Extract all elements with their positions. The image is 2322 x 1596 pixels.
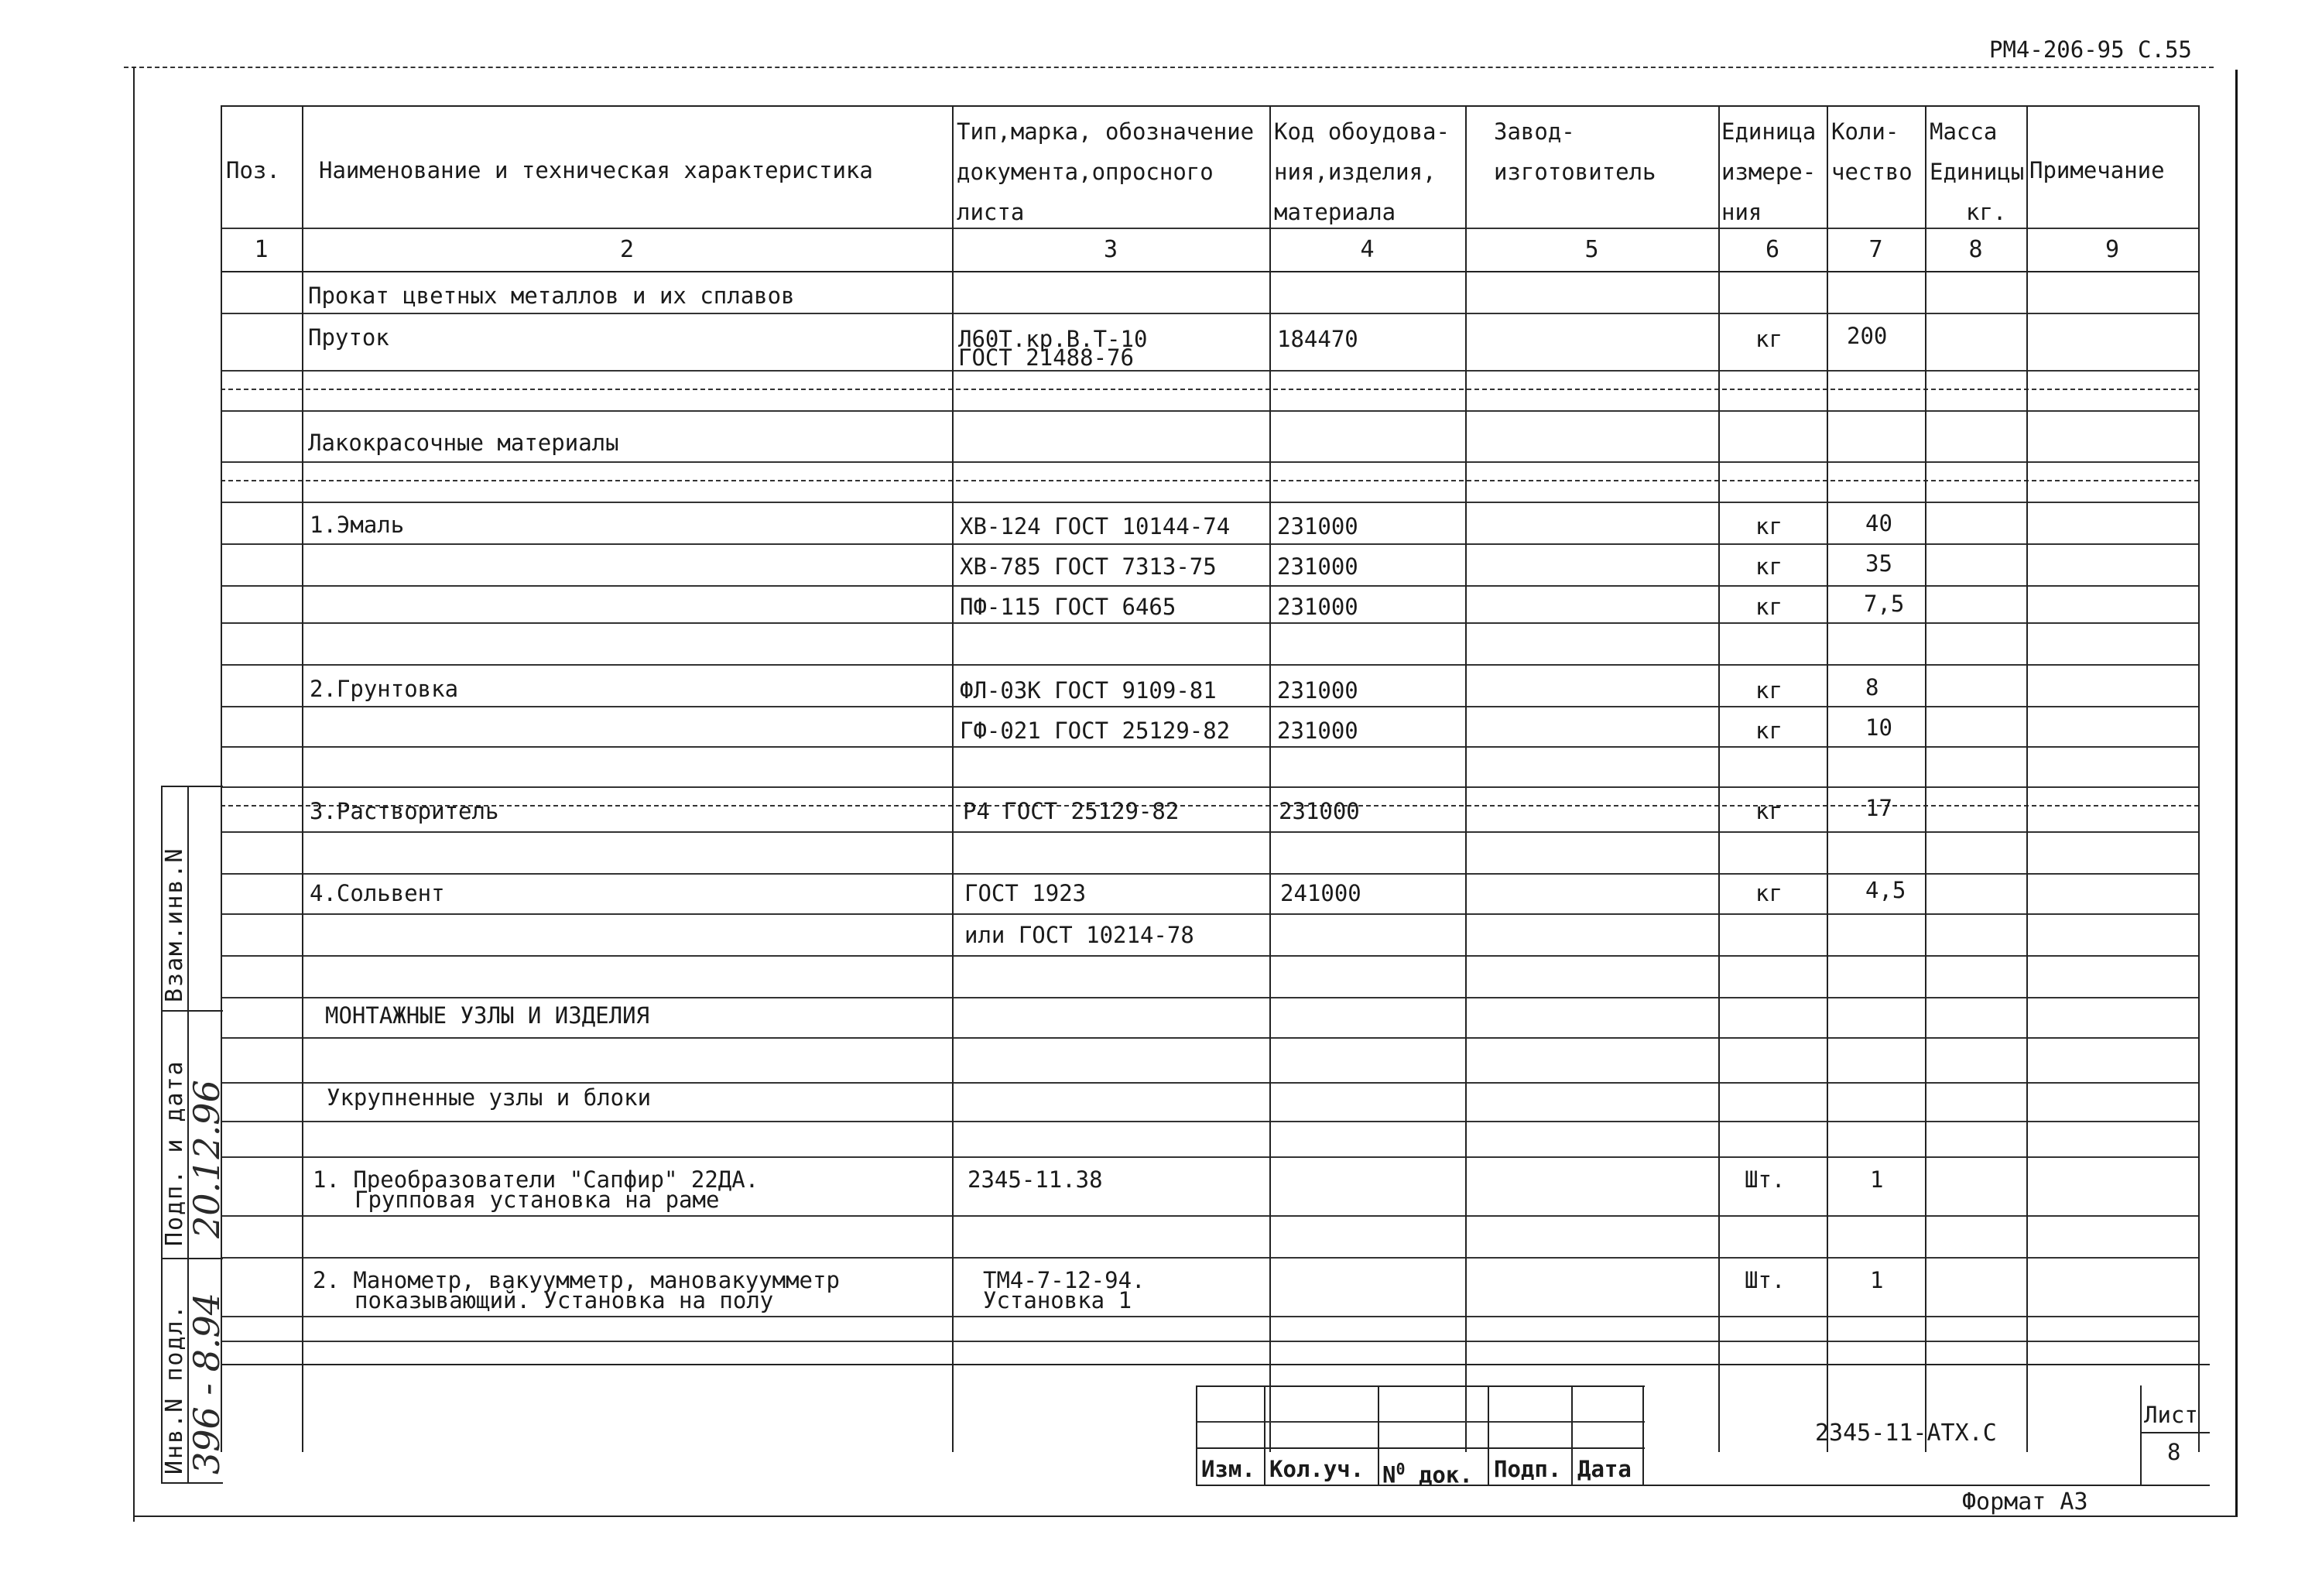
- row-7-unit: кг: [1755, 677, 1783, 704]
- header-pos: Поз.: [226, 157, 280, 183]
- row-15-name: 2. Манометр, вакуумметр, мановакуумметр: [313, 1267, 840, 1293]
- header-code-2: ния,изделия,: [1274, 159, 1437, 185]
- row-10-unit: кг: [1755, 880, 1783, 906]
- row-9-name: 3.Растворитель: [310, 798, 499, 824]
- titleblock-sheet-sep: [2140, 1432, 2210, 1433]
- row-8-unit: кг: [1755, 718, 1783, 744]
- row-10-qty: 4,5: [1865, 877, 1906, 903]
- row-5-type: ХВ-785 ГОСТ 7313-75: [960, 553, 1217, 580]
- col-line-1: [302, 105, 303, 1452]
- colnum-4: 4: [1360, 236, 1375, 263]
- row-15-type: ТМ4-7-12-94.: [983, 1267, 1146, 1293]
- top-frame-line: [124, 67, 2214, 68]
- row-10-type: ГОСТ 1923: [964, 880, 1087, 906]
- row-separator: [221, 1082, 2199, 1084]
- row-separator: [221, 1037, 2199, 1039]
- row-15-qty: 1: [1870, 1267, 1884, 1293]
- row-8-code: 231000: [1277, 718, 1358, 744]
- colnum-2: 2: [619, 236, 635, 263]
- side-stamp-sep-3: [161, 1258, 223, 1259]
- format-label: Формат А3: [1962, 1488, 2088, 1516]
- titleblock-top: [1196, 1385, 1645, 1387]
- side-stamp-inv-podl: Инв.N подл.: [161, 1303, 188, 1474]
- row-13-name: Укрупненные узлы и блоки: [327, 1084, 652, 1111]
- row-separator-dashed: [221, 480, 2199, 481]
- row-separator: [221, 1341, 2199, 1342]
- titleblock-v-6: [2140, 1385, 2142, 1485]
- row-2-unit: кг: [1755, 326, 1783, 352]
- side-stamp-sep-1: [161, 786, 223, 787]
- header-mass-1: Масса: [1930, 118, 1998, 145]
- row-14-unit: Шт.: [1745, 1166, 1786, 1193]
- page-reference: РМ4-206-95 С.55: [1989, 36, 2192, 63]
- row-8-type: ГФ-021 ГОСТ 25129-82: [960, 718, 1231, 744]
- header-qty-2: чество: [1831, 159, 1913, 185]
- row-separator: [221, 997, 2199, 998]
- header-unit-2: измере-: [1721, 159, 1817, 185]
- header-sep-line: [221, 228, 2199, 229]
- col-line-4: [1465, 105, 1467, 1452]
- row-separator: [221, 585, 2199, 587]
- row-separator: [221, 1257, 2199, 1259]
- row-4-unit: кг: [1755, 513, 1783, 539]
- side-stamp-podp-data: Подп. и дата: [161, 1060, 188, 1246]
- row-separator: [221, 1121, 2199, 1122]
- row-2-qty: 200: [1847, 323, 1888, 349]
- col-line-9: [2198, 105, 2200, 1452]
- side-stamp-sep-2: [161, 1010, 223, 1012]
- titleblock-v-0: [1196, 1385, 1197, 1485]
- header-name: Наименование и техническая характеристика: [319, 157, 873, 183]
- colnum-5: 5: [1584, 236, 1599, 263]
- header-note: Примечание: [2029, 157, 2165, 183]
- titleblock-row-2: [1196, 1447, 1645, 1449]
- row-7-code: 231000: [1277, 677, 1358, 704]
- col-line-3: [1269, 105, 1271, 1452]
- table-top-line: [221, 105, 2199, 107]
- col-line-6: [1827, 105, 1828, 1452]
- titleblock-izm: Изм.: [1201, 1456, 1255, 1482]
- header-type-1: Тип,марка, обозначение: [957, 118, 1255, 145]
- row-separator: [221, 1215, 2199, 1217]
- header-type-3: листа: [957, 199, 1025, 225]
- bottom-frame-line: [133, 1516, 2237, 1517]
- titleblock-podp: Подп.: [1494, 1456, 1562, 1482]
- row-2-type: Л60Т.кр.В.Т-10: [958, 326, 1148, 352]
- row-9-unit: кг: [1755, 798, 1783, 824]
- row-separator: [221, 502, 2199, 503]
- row-5-unit: кг: [1755, 553, 1783, 580]
- titleblock-bottom: [1196, 1485, 2210, 1486]
- row-separator: [221, 1316, 2199, 1317]
- row-5-qty: 35: [1865, 550, 1892, 577]
- row-11-type: или ГОСТ 10214-78: [964, 922, 1194, 948]
- row-3-name: Лакокрасочные материалы: [308, 430, 619, 456]
- titleblock-sheet-number: 8: [2167, 1439, 2181, 1465]
- row-12-name: МОНТАЖНЫЕ УЗЛЫ И ИЗДЕЛИЯ: [325, 1002, 650, 1029]
- row-14-name-2: Групповая установка на раме: [354, 1187, 720, 1213]
- row-separator: [221, 664, 2199, 666]
- side-stamp-vzam: Взам.инв.N: [161, 847, 188, 1002]
- row-2-name: Пруток: [308, 324, 389, 351]
- row-separator: [221, 706, 2199, 707]
- header-maker-1: Завод-: [1494, 118, 1575, 145]
- row-6-type: ПФ-115 ГОСТ 6465: [960, 594, 1176, 620]
- titleblock-dok-sup: 0: [1396, 1460, 1406, 1478]
- side-stamp-sep-4: [161, 1482, 223, 1484]
- row-2-type-2: ГОСТ 21488-76: [958, 344, 1134, 371]
- titleblock-v-1: [1264, 1385, 1265, 1485]
- row-4-type: ХВ-124 ГОСТ 10144-74: [960, 513, 1231, 539]
- row-separator: [221, 955, 2199, 957]
- header-code-3: материала: [1274, 199, 1396, 225]
- row-separator-dashed: [221, 805, 2199, 807]
- row-14-qty: 1: [1870, 1166, 1884, 1193]
- row-15-name-2: показывающий. Установка на полу: [354, 1287, 774, 1313]
- row-separator: [221, 913, 2199, 915]
- left-frame-line: [133, 67, 135, 1522]
- row-separator: [221, 831, 2199, 833]
- header-maker-2: изготовитель: [1494, 159, 1656, 185]
- row-7-qty: 8: [1865, 674, 1879, 700]
- titleblock-row-1: [1196, 1421, 1645, 1423]
- colnum-7: 7: [1868, 236, 1883, 263]
- colnum-bottom-line: [221, 271, 2199, 272]
- row-2-code: 184470: [1277, 326, 1358, 352]
- row-separator: [221, 622, 2199, 624]
- row-6-code: 231000: [1277, 594, 1358, 620]
- header-unit-1: Единица: [1721, 118, 1817, 145]
- row-6-unit: кг: [1755, 594, 1783, 620]
- row-separator-dashed: [221, 389, 2199, 390]
- titleblock-v-4: [1571, 1385, 1573, 1485]
- row-4-name: 1.Эмаль: [310, 512, 405, 538]
- titleblock-v-5: [1642, 1385, 1644, 1485]
- row-7-type: ФЛ-03К ГОСТ 9109-81: [960, 677, 1217, 704]
- row-4-code: 231000: [1277, 513, 1358, 539]
- right-frame-line: [2235, 70, 2238, 1517]
- row-4-qty: 40: [1865, 510, 1892, 536]
- header-code-1: Код обоудова-: [1274, 118, 1450, 145]
- titleblock-dok-n: N: [1382, 1461, 1396, 1488]
- colnum-6: 6: [1765, 236, 1780, 263]
- header-mass-2: Единицы: [1930, 159, 2025, 185]
- row-9-type: Р4 ГОСТ 25129-82: [963, 798, 1180, 824]
- titleblock-dok: [1382, 1457, 1473, 1488]
- header-unit-3: ния: [1721, 199, 1762, 225]
- row-separator: [221, 786, 2199, 788]
- col-line-2: [952, 105, 954, 1452]
- colnum-3: 3: [1103, 236, 1118, 263]
- col-line-0: [221, 105, 222, 1452]
- titleblock-kol: Кол.уч.: [1269, 1456, 1365, 1482]
- row-separator: [221, 313, 2199, 314]
- row-15-unit: Шт.: [1745, 1267, 1786, 1293]
- table-bottom-line: [221, 1364, 2210, 1365]
- titleblock-v-2: [1378, 1385, 1379, 1485]
- row-separator: [221, 370, 2199, 372]
- header-qty-1: Коли-: [1831, 118, 1899, 145]
- row-5-code: 231000: [1277, 553, 1358, 580]
- handwritten-date: 20.12.96: [186, 1080, 228, 1238]
- row-10-code: 241000: [1280, 880, 1361, 906]
- handwritten-inv: 396 - 8.94: [186, 1292, 228, 1474]
- row-10-name: 4.Сольвент: [310, 880, 445, 906]
- colnum-8: 8: [1968, 236, 1983, 263]
- row-9-code: 231000: [1279, 798, 1360, 824]
- row-6-qty: 7,5: [1864, 591, 1905, 617]
- colnum-1: 1: [254, 236, 269, 263]
- col-line-5: [1718, 105, 1720, 1452]
- col-line-7: [1925, 105, 1926, 1452]
- header-type-2: документа,опросного: [957, 159, 1214, 185]
- row-14-type: 2345-11.38: [968, 1166, 1103, 1193]
- row-separator: [221, 746, 2199, 748]
- row-8-qty: 10: [1865, 714, 1892, 741]
- header-mass-3: кг.: [1966, 199, 2007, 225]
- titleblock-v-3: [1488, 1385, 1489, 1485]
- row-separator: [221, 410, 2199, 412]
- row-1-name: Прокат цветных металлов и их сплавов: [308, 283, 795, 309]
- titleblock-sheet-label: Лист: [2144, 1402, 2198, 1428]
- titleblock-doc-code: 2345-11-АТХ.С: [1815, 1420, 1997, 1447]
- row-14-name: 1. Преобразователи "Сапфир" 22ДА.: [313, 1166, 759, 1193]
- row-separator: [221, 461, 2199, 463]
- col-line-8: [2026, 105, 2028, 1452]
- colnum-9: 9: [2105, 236, 2120, 263]
- titleblock-dok-suffix: док.: [1405, 1461, 1473, 1488]
- row-9-qty: 17: [1865, 795, 1892, 821]
- row-separator: [221, 1156, 2199, 1158]
- row-separator: [221, 873, 2199, 875]
- row-15-type-2: Установка 1: [983, 1287, 1132, 1313]
- row-7-name: 2.Грунтовка: [310, 676, 459, 702]
- titleblock-data: Дата: [1577, 1456, 1632, 1482]
- row-separator: [221, 543, 2199, 545]
